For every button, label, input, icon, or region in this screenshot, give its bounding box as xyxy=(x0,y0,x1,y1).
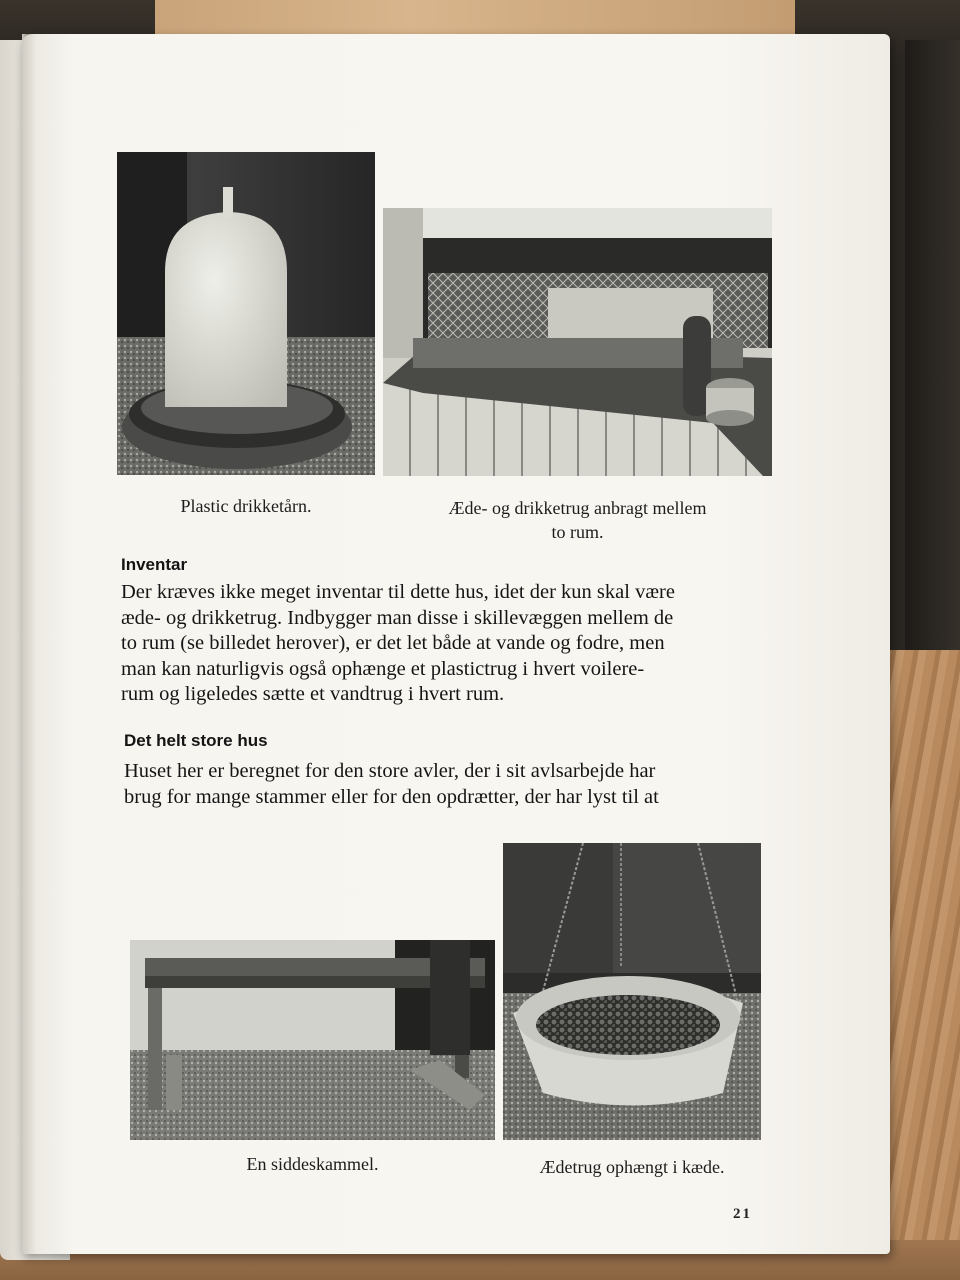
text-line: brug for mange stammer eller for den opdrætter, der har lyst til at xyxy=(124,785,659,808)
text-line: æde- og drikketrug. Indbygger man disse i skillevæggen mellem de xyxy=(121,606,674,629)
caption-hanging-feeder: Ædetrug ophængt i kæde. xyxy=(539,1157,725,1177)
caption-plastic-drinker: Plastic drikketårn. xyxy=(180,496,312,516)
caption-trough-line-1: Æde- og drikketrug anbragt mellem xyxy=(448,498,707,518)
caption-bench: En siddeskammel. xyxy=(246,1154,379,1174)
text-line: man kan naturligvis også ophænge et plastictrug i hvert voilere- xyxy=(121,657,645,680)
photo-feed-water-trough xyxy=(383,208,772,476)
caption-trough-line-2: to rum. xyxy=(551,522,604,542)
heading-det-helt-store-hus: Det helt store hus xyxy=(124,731,268,750)
paragraph-inventar xyxy=(121,580,766,708)
text-line: Der kræves ikke meget inventar til dette hus, idet der kun skal være xyxy=(121,581,675,603)
photo-bench xyxy=(130,940,495,1140)
background-shelf xyxy=(905,40,960,660)
caption-feed-water-trough xyxy=(383,496,772,544)
photo-plastic-drinker xyxy=(117,152,375,475)
photo-hanging-feeder xyxy=(503,843,761,1140)
heading-inventar: Inventar xyxy=(121,555,188,574)
text-line: Huset her er beregnet for den store avler, der i sit avlsarbejde har xyxy=(124,760,656,782)
page-number: 21 xyxy=(733,1206,752,1222)
page-spine-shadow xyxy=(22,34,36,1254)
paragraph-det-helt-store-hus xyxy=(124,759,764,810)
text-line: rum og ligeledes sætte et vandtrug i hvert rum. xyxy=(121,683,505,705)
text-line: to rum (se billedet herover), er det let både at vande og fodre, men xyxy=(121,632,665,654)
